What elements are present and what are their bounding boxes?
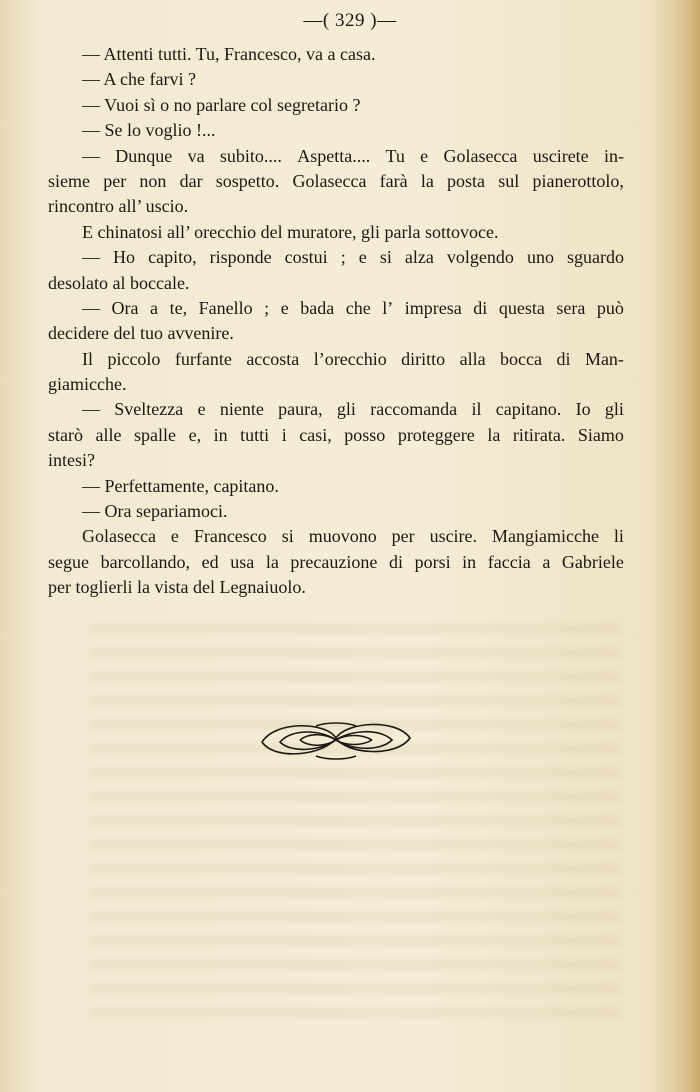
text-line: giamicche. <box>48 374 127 395</box>
text-line: sieme per non dar sospetto. Golasecca farà la posta sul pianerottolo, <box>48 170 624 191</box>
text-line: rincontro all’ uscio. <box>48 196 189 217</box>
text-line: — A che farvi ? <box>82 69 196 90</box>
text-line: — Sveltezza e niente paura, gli raccomanda il capitano. Io gli <box>82 399 624 420</box>
text-line: — Attenti tutti. Tu, Francesco, va a casa. <box>82 44 376 64</box>
text-line: — Perfettamente, capitano. <box>82 475 279 496</box>
text-line: — Ora separiamoci. <box>82 501 228 522</box>
text-line: — Se lo voglio !... <box>82 120 216 141</box>
show-through-bleed <box>90 610 620 1030</box>
text-line: — Vuoi sì o no parlare col segretario ? <box>82 94 361 115</box>
text-line: Golasecca e Francesco si muovono per uscire. Mangiamicche li <box>82 526 624 547</box>
text-line: — Ora a te, Fanello ; e bada che l’ impresa di questa sera può <box>82 297 624 318</box>
text-line: decidere del tuo avvenire. <box>48 323 234 344</box>
text-line: intesi? <box>48 450 95 471</box>
text-line: — Dunque va subito.... Aspetta.... Tu e Golasecca uscirete in- <box>82 145 624 166</box>
body-text <box>48 42 624 601</box>
text-line: E chinatosi all’ orecchio del muratore, gli parla sottovoce. <box>82 221 499 242</box>
text-line: per toglierli la vista del Legnaiuolo. <box>48 577 306 598</box>
text-line: segue barcollando, ed usa la precauzione di porsi in faccia a Gabriele <box>48 551 624 572</box>
decorative-flourish-ornament <box>256 712 416 768</box>
page-number-header: —( 329 )— <box>303 10 397 31</box>
text-line: — Ho capito, risponde costui ; e si alza volgendo uno sguardo <box>82 247 624 268</box>
text-line: desolato al boccale. <box>48 272 190 293</box>
text-line: Il piccolo furfante accosta l’orecchio diritto alla bocca di Man- <box>82 348 624 369</box>
text-line: starò alle spalle e, in tutti i casi, posso proteggere la ritirata. Siamo <box>48 424 624 445</box>
